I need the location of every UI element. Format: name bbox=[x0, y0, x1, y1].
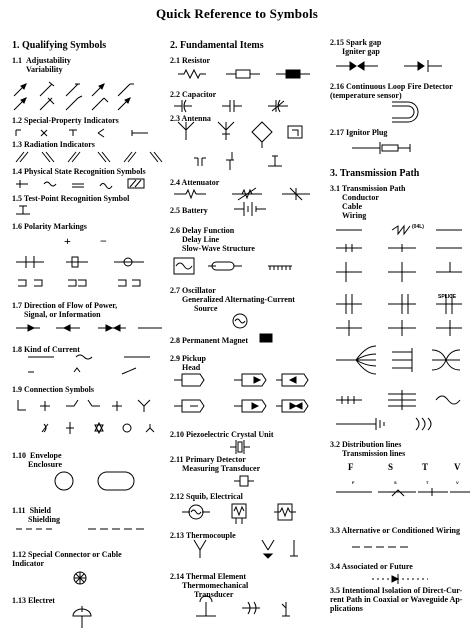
section-2-17: 2.17 Ignitor Plug bbox=[330, 128, 388, 137]
thermocouple-icon bbox=[194, 540, 298, 558]
section-2-15-line1: 2.15 Spark gap bbox=[330, 38, 382, 47]
capacitor-icon bbox=[174, 100, 288, 112]
section-2-3: 2.3 Antenna bbox=[170, 114, 211, 123]
squib-icon bbox=[182, 504, 296, 524]
adjustability-symbols bbox=[12, 76, 162, 112]
section-2-14-line3: Transducer bbox=[194, 590, 234, 599]
connection-symbols bbox=[14, 398, 164, 438]
section-heading-qualifying-symbols: 1. Qualifying Symbols bbox=[12, 40, 107, 51]
section-2-15 bbox=[330, 38, 381, 56]
delay-line-icon bbox=[208, 262, 242, 270]
section-1-7-line2: Signal, or Information bbox=[24, 310, 101, 319]
section-2-13: 2.13 Thermocouple bbox=[170, 531, 236, 540]
envelope-circle-icon bbox=[55, 472, 73, 490]
permanent-magnet-icon bbox=[258, 332, 278, 344]
polarity-icon bbox=[16, 256, 144, 286]
section-1-8: 1.8 Kind of Current bbox=[12, 345, 80, 354]
envelope-symbols bbox=[14, 470, 144, 492]
section-1-3: 1.3 Radiation Indicators bbox=[12, 140, 95, 149]
section-2-5: 2.5 Battery bbox=[170, 206, 208, 215]
radiation-indicators bbox=[14, 150, 164, 164]
fire-detector-loop-icon bbox=[388, 98, 428, 126]
battery-icon bbox=[232, 200, 272, 218]
section-2-10: 2.10 Piezoelectric Crystal Unit bbox=[170, 430, 274, 439]
section-2-11-line1: 2.11 Primary Detector bbox=[170, 455, 246, 464]
section-2-6 bbox=[170, 226, 255, 253]
thermal-element-icon bbox=[196, 596, 290, 616]
section-2-7 bbox=[170, 286, 295, 313]
distribution-line-icon bbox=[336, 488, 470, 496]
section-2-9-line1: 2.9 Pickup bbox=[170, 354, 207, 363]
fstv-f: F bbox=[348, 462, 354, 472]
section-2-6-line2: Delay Line bbox=[182, 235, 220, 244]
section-1-10: 1.10 Envelope Enclosure bbox=[12, 451, 63, 469]
section-1-4: 1.4 Physical State Recognition Symbols bbox=[12, 167, 146, 176]
piezo-crystal-icon bbox=[228, 438, 252, 456]
section-2-1: 2.1 Resistor bbox=[170, 56, 210, 65]
section-2-8: 2.8 Permanent Magnet bbox=[170, 336, 248, 345]
section-1-11-sub: Shielding bbox=[28, 515, 61, 524]
pickup-head-symbols bbox=[172, 372, 322, 420]
section-1-1-label: 1.1 Adjustability bbox=[12, 56, 71, 65]
section-1-13: 1.13 Electret bbox=[12, 596, 55, 605]
section-2-12: 2.12 Squib, Electrical bbox=[170, 492, 243, 501]
polarity-plus: + bbox=[64, 234, 71, 248]
section-2-9-line2: Head bbox=[182, 363, 201, 372]
section-1-7-line1: 1.7 Direction of Flow of Power, bbox=[12, 301, 118, 310]
section-2-7-line2: Generalized Alternating-Current bbox=[182, 295, 295, 304]
section-3-3: 3.3 Alternative or Conditioned Wiring bbox=[330, 526, 461, 535]
section-2-4: 2.4 Attenuator bbox=[170, 178, 220, 187]
section-1-6: 1.6 Polarity Markings bbox=[12, 222, 87, 231]
section-1-1-sub: Variability bbox=[26, 65, 63, 74]
section-2-7-line3: Source bbox=[194, 304, 218, 313]
adjustability-arrow-icon bbox=[14, 82, 134, 110]
section-2-15-line2: Igniter gap bbox=[342, 47, 380, 56]
section-2-14 bbox=[170, 572, 248, 599]
spark-gap-symbols bbox=[334, 58, 464, 74]
section-2-7-line1: 2.7 Oscillator bbox=[170, 286, 216, 295]
special-connector-icon bbox=[70, 570, 90, 586]
section-3-5-line1: 3.5 Intentional Isolation of Direct-Cur- bbox=[330, 586, 463, 595]
squib-symbols bbox=[180, 500, 320, 524]
section-2-2: 2.2 Capacitor bbox=[170, 90, 217, 99]
transmission-path-icon bbox=[336, 226, 462, 430]
shield-symbols bbox=[14, 524, 154, 534]
section-2-6-line3: Slow-Wave Structure bbox=[182, 244, 255, 253]
thermal-element-symbols bbox=[190, 598, 310, 628]
fstv-mark-t: T bbox=[426, 480, 429, 485]
section-1-7 bbox=[12, 301, 117, 319]
section-3-1-line2: Conductor bbox=[342, 193, 379, 202]
label-splice: SPLICE bbox=[438, 294, 457, 300]
connection-icon bbox=[18, 400, 154, 434]
flow-arrow-icon bbox=[16, 325, 162, 331]
section-3-2-line1: 3.2 Distribution lines bbox=[330, 440, 402, 449]
section-2-6-line1: 2.6 Delay Function bbox=[170, 226, 235, 235]
radiation-arrows-icon bbox=[16, 152, 162, 162]
section-2-9 bbox=[170, 354, 206, 372]
oscillator-icon bbox=[230, 312, 250, 330]
section-heading-fundamental-items: 2. Fundamental Items bbox=[170, 40, 264, 51]
pickup-head-icon bbox=[174, 374, 308, 412]
section-heading-transmission-path: 3. Transmission Path bbox=[330, 168, 420, 179]
delay-line-symbols bbox=[172, 256, 322, 276]
fstv-v: V bbox=[454, 462, 461, 472]
physical-state-icon bbox=[16, 179, 144, 189]
section-1-5: 1.5 Test-Point Recognition Symbol bbox=[12, 194, 130, 203]
section-3-2-line2: Transmission lines bbox=[342, 449, 406, 458]
ignitor-plug-icon bbox=[350, 140, 420, 156]
current-kind-icon bbox=[28, 355, 150, 374]
section-1-10-sub: Enclosure bbox=[28, 460, 63, 469]
section-3-2 bbox=[330, 440, 405, 458]
special-property-indicators bbox=[14, 128, 154, 138]
physical-state-symbols bbox=[14, 178, 164, 190]
test-point-icon bbox=[14, 204, 34, 216]
section-3-5-line2: rent Path in Coaxial or Waveguide Ap- bbox=[330, 595, 463, 604]
antenna-symbols bbox=[172, 120, 322, 180]
attenuator-icon bbox=[174, 188, 310, 200]
spark-gap-icon bbox=[336, 60, 442, 72]
section-3-5-line3: plications bbox=[330, 604, 363, 613]
section-1-11: 1.11 Shield Shielding bbox=[12, 506, 61, 524]
fstv-t: T bbox=[422, 462, 429, 472]
section-1-9: 1.9 Connection Symbols bbox=[12, 385, 95, 394]
envelope-oblong-icon bbox=[98, 472, 134, 490]
section-2-11 bbox=[170, 455, 260, 473]
section-2-14-line1: 2.14 Thermal Element bbox=[170, 572, 247, 581]
section-3-1-line4: Wiring bbox=[342, 211, 367, 220]
resistor-filled-icon bbox=[286, 70, 300, 78]
section-3-5 bbox=[330, 586, 462, 613]
associated-future-icon bbox=[370, 572, 430, 586]
section-2-14-line2: Thermomechanical bbox=[182, 581, 249, 590]
section-1-2: 1.2 Special-Property Indicators bbox=[12, 116, 119, 125]
special-property-icon bbox=[16, 129, 148, 137]
polarity-minus: − bbox=[100, 234, 107, 248]
resistor-zigzag-icon bbox=[178, 70, 206, 78]
section-2-16-line2: (temperature sensor) bbox=[330, 91, 402, 100]
capacitor-symbols bbox=[172, 98, 322, 114]
section-1-12 bbox=[12, 550, 122, 568]
fstv-s: S bbox=[388, 462, 394, 472]
fstv-mark-f: F bbox=[352, 480, 355, 485]
fstv-mark-v: V bbox=[456, 480, 459, 485]
label-04l: (04L) bbox=[412, 224, 424, 230]
electret-icon bbox=[70, 604, 94, 632]
alternative-wiring-icon bbox=[350, 540, 440, 554]
section-3-4: 3.4 Associated or Future bbox=[330, 562, 413, 571]
distribution-line-symbols bbox=[332, 484, 472, 504]
section-3-1 bbox=[330, 184, 406, 220]
fstv-mark-s: S bbox=[394, 480, 397, 485]
section-1-1 bbox=[12, 56, 71, 74]
thermocouple-symbols bbox=[190, 538, 310, 562]
section-3-1-line1: 3.1 Transmission Path bbox=[330, 184, 406, 193]
direction-of-flow-symbols bbox=[14, 322, 164, 342]
page-title: Quick Reference to Symbols bbox=[155, 6, 319, 21]
primary-detector-icon bbox=[232, 474, 256, 488]
kind-of-current-symbols bbox=[14, 352, 164, 380]
section-1-12-line1: 1.12 Special Connector or Cable bbox=[12, 550, 122, 559]
section-1-12-line2: Indicator bbox=[12, 559, 44, 568]
resistor-box-icon bbox=[236, 70, 250, 78]
resistor-symbols bbox=[172, 66, 322, 82]
section-2-11-line2: Measuring Transducer bbox=[182, 464, 261, 473]
polarity-marking-symbols bbox=[14, 252, 164, 292]
transmission-path-symbols bbox=[332, 220, 472, 432]
antenna-icon bbox=[178, 122, 302, 170]
section-3-1-line3: Cable bbox=[342, 202, 362, 211]
section-2-16-line1: 2.16 Continuous Loop Fire Detector bbox=[330, 82, 453, 91]
